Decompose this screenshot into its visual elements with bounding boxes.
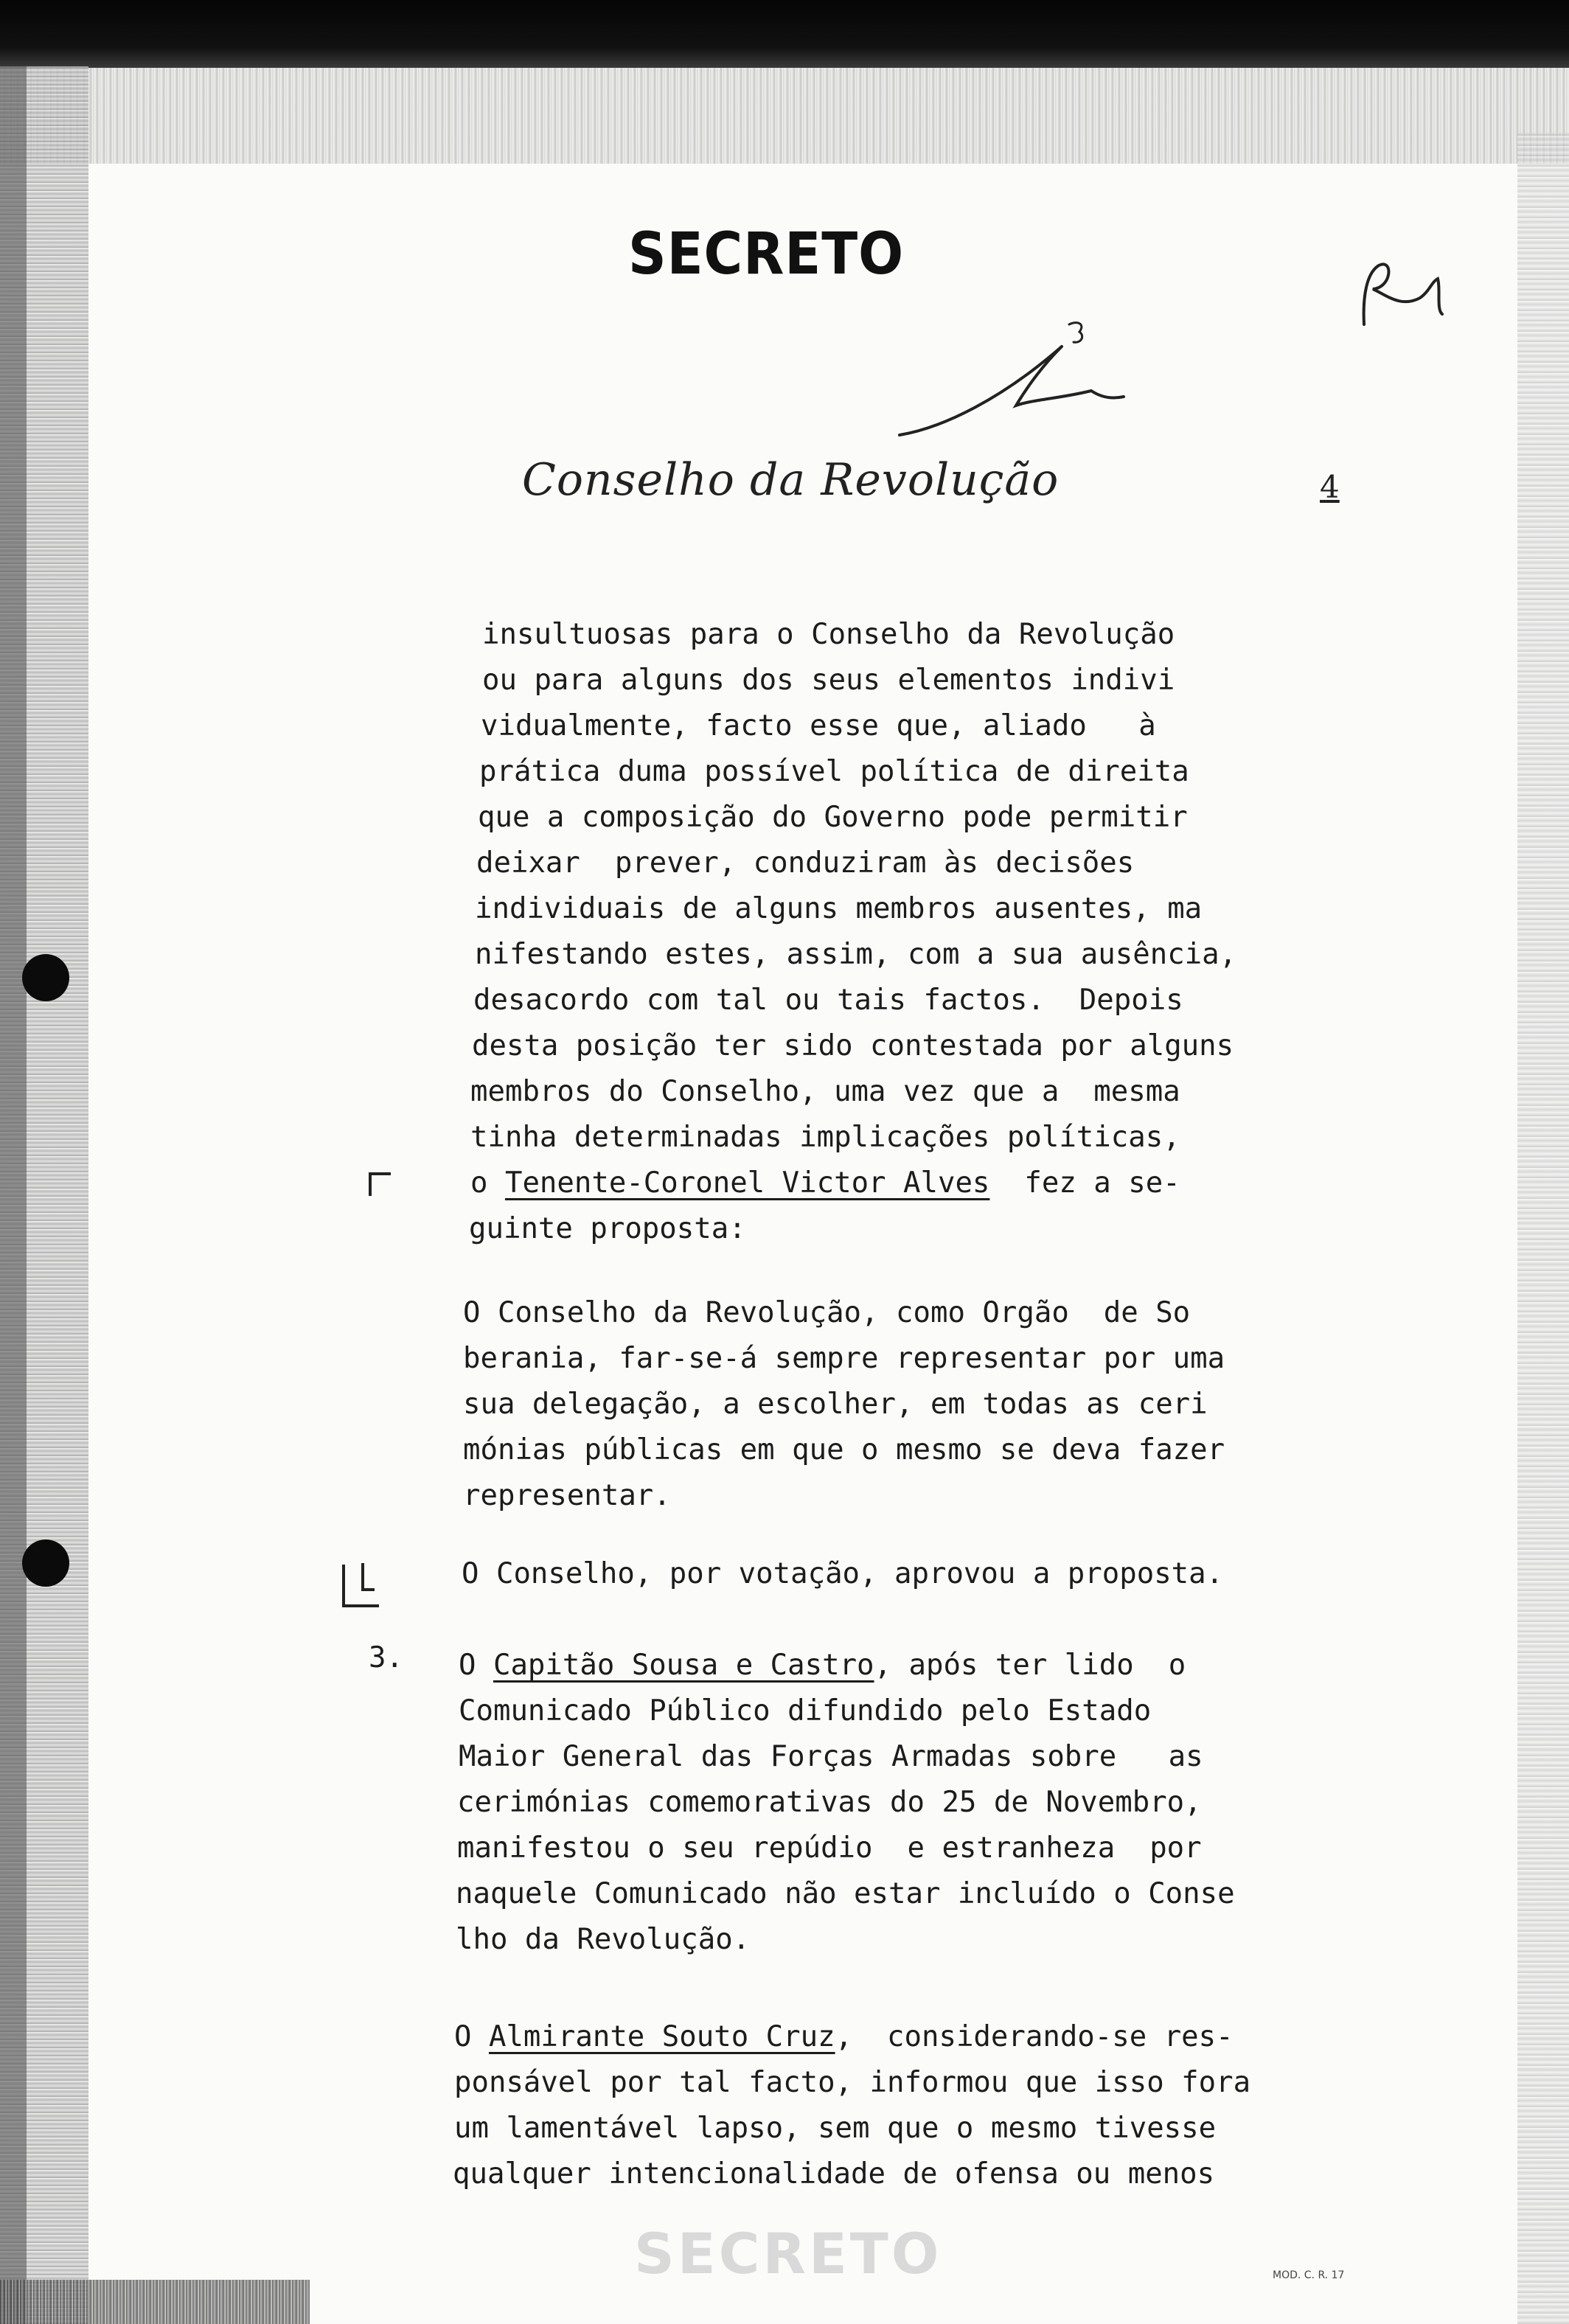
text-line: naquele Comunicado não estar incluído o Conse <box>456 1877 1235 1910</box>
scan-border-right <box>1517 133 1569 2324</box>
footer-stamp: SECRETO <box>634 2221 942 2286</box>
text-line: manifestou o seu repúdio e estranheza por <box>457 1831 1202 1865</box>
margin-bracket-bottom <box>338 1560 385 1612</box>
text-line: O Conselho da Revolução, como Orgão de So <box>463 1296 1191 1329</box>
text-line: tinha determinadas implicações políticas, <box>470 1121 1180 1154</box>
text-line: representar. <box>463 1479 671 1512</box>
scan-border-bottom <box>0 2280 310 2324</box>
text-line: sua delegação, a escolher, em todas as ceri <box>463 1388 1208 1421</box>
text-line: um lamentável lapso, sem que o mesmo tivesse <box>454 2112 1217 2145</box>
text-line: ou para alguns dos seus elementos indivi <box>482 664 1175 697</box>
text-line: deixar prever, conduziram às decisões <box>476 846 1135 880</box>
text-fragment: o <box>470 1166 505 1200</box>
text-line: prática duma possível política de direita <box>479 755 1189 788</box>
text-line <box>459 1643 1186 1688</box>
person-name: Almirante Souto Cruz <box>488 2020 835 2053</box>
text-line: Maior General das Forças Armadas sobre as <box>459 1740 1203 1773</box>
text-fragment: fez a se- <box>989 1166 1180 1200</box>
text-fragment: O <box>459 1649 493 1682</box>
scan-edge-left <box>0 66 27 2324</box>
text-line: lho da Revolução. <box>456 1923 751 1956</box>
item-number: 3. <box>369 1641 403 1674</box>
vote-line: O Conselho, por votação, aprovou a proposta. <box>462 1557 1224 1590</box>
text-fragment: , após ter lido o <box>874 1649 1186 1682</box>
text-line: ponsável por tal facto, informou que isso fora <box>454 2066 1251 2099</box>
text-fragment: O <box>454 2020 489 2053</box>
text-line: individuais de alguns membros ausentes, ma <box>475 892 1203 925</box>
letterhead: Conselho da Revolução <box>522 454 1060 506</box>
form-code: MOD. C. R. 17 <box>1273 2269 1345 2281</box>
punch-hole-lower <box>22 1540 69 1587</box>
text-line: desta posição ter sido contestada por alguns <box>472 1029 1234 1062</box>
text-line: guinte proposta: <box>469 1212 746 1245</box>
text-line: mónias públicas em que o mesmo se deva fazer <box>463 1433 1225 1467</box>
person-name: Capitão Sousa e Castro <box>493 1649 874 1682</box>
page-number: 4 <box>1320 469 1340 505</box>
text-line <box>470 1161 1180 1206</box>
scan-noise-top <box>0 68 1569 164</box>
text-line: que a composição do Governo pode permitir <box>478 801 1188 834</box>
text-line: qualquer intencionalidade de ofensa ou menos <box>453 2157 1215 2191</box>
text-line: insultuosas para o Conselho da Revolução <box>482 618 1175 651</box>
text-line: vidualmente, facto esse que, aliado à <box>481 709 1156 742</box>
scan-border-top <box>0 0 1569 68</box>
margin-bracket-top <box>366 1169 395 1199</box>
text-line: Comunicado Público difundido pelo Estado <box>459 1694 1152 1728</box>
text-line: cerimónias comemorativas do 25 de Novembro, <box>457 1786 1202 1819</box>
text-line: membros do Conselho, uma vez que a mesma <box>470 1075 1180 1108</box>
punch-hole-upper <box>22 954 69 1001</box>
text-line: berania, far-se-á sempre representar por uma <box>463 1342 1225 1375</box>
text-line: desacordo com tal ou tais factos. Depois <box>473 984 1183 1017</box>
text-fragment: , considerando-se res- <box>835 2020 1234 2053</box>
text-line <box>454 2014 1234 2060</box>
text-line: nifestando estes, assim, com a sua ausência, <box>475 938 1237 971</box>
classification-title: SECRETO <box>628 221 905 288</box>
person-name: Tenente-Coronel Victor Alves <box>504 1166 990 1200</box>
signature-scrawl <box>892 317 1135 450</box>
handwritten-initials <box>1349 243 1460 339</box>
